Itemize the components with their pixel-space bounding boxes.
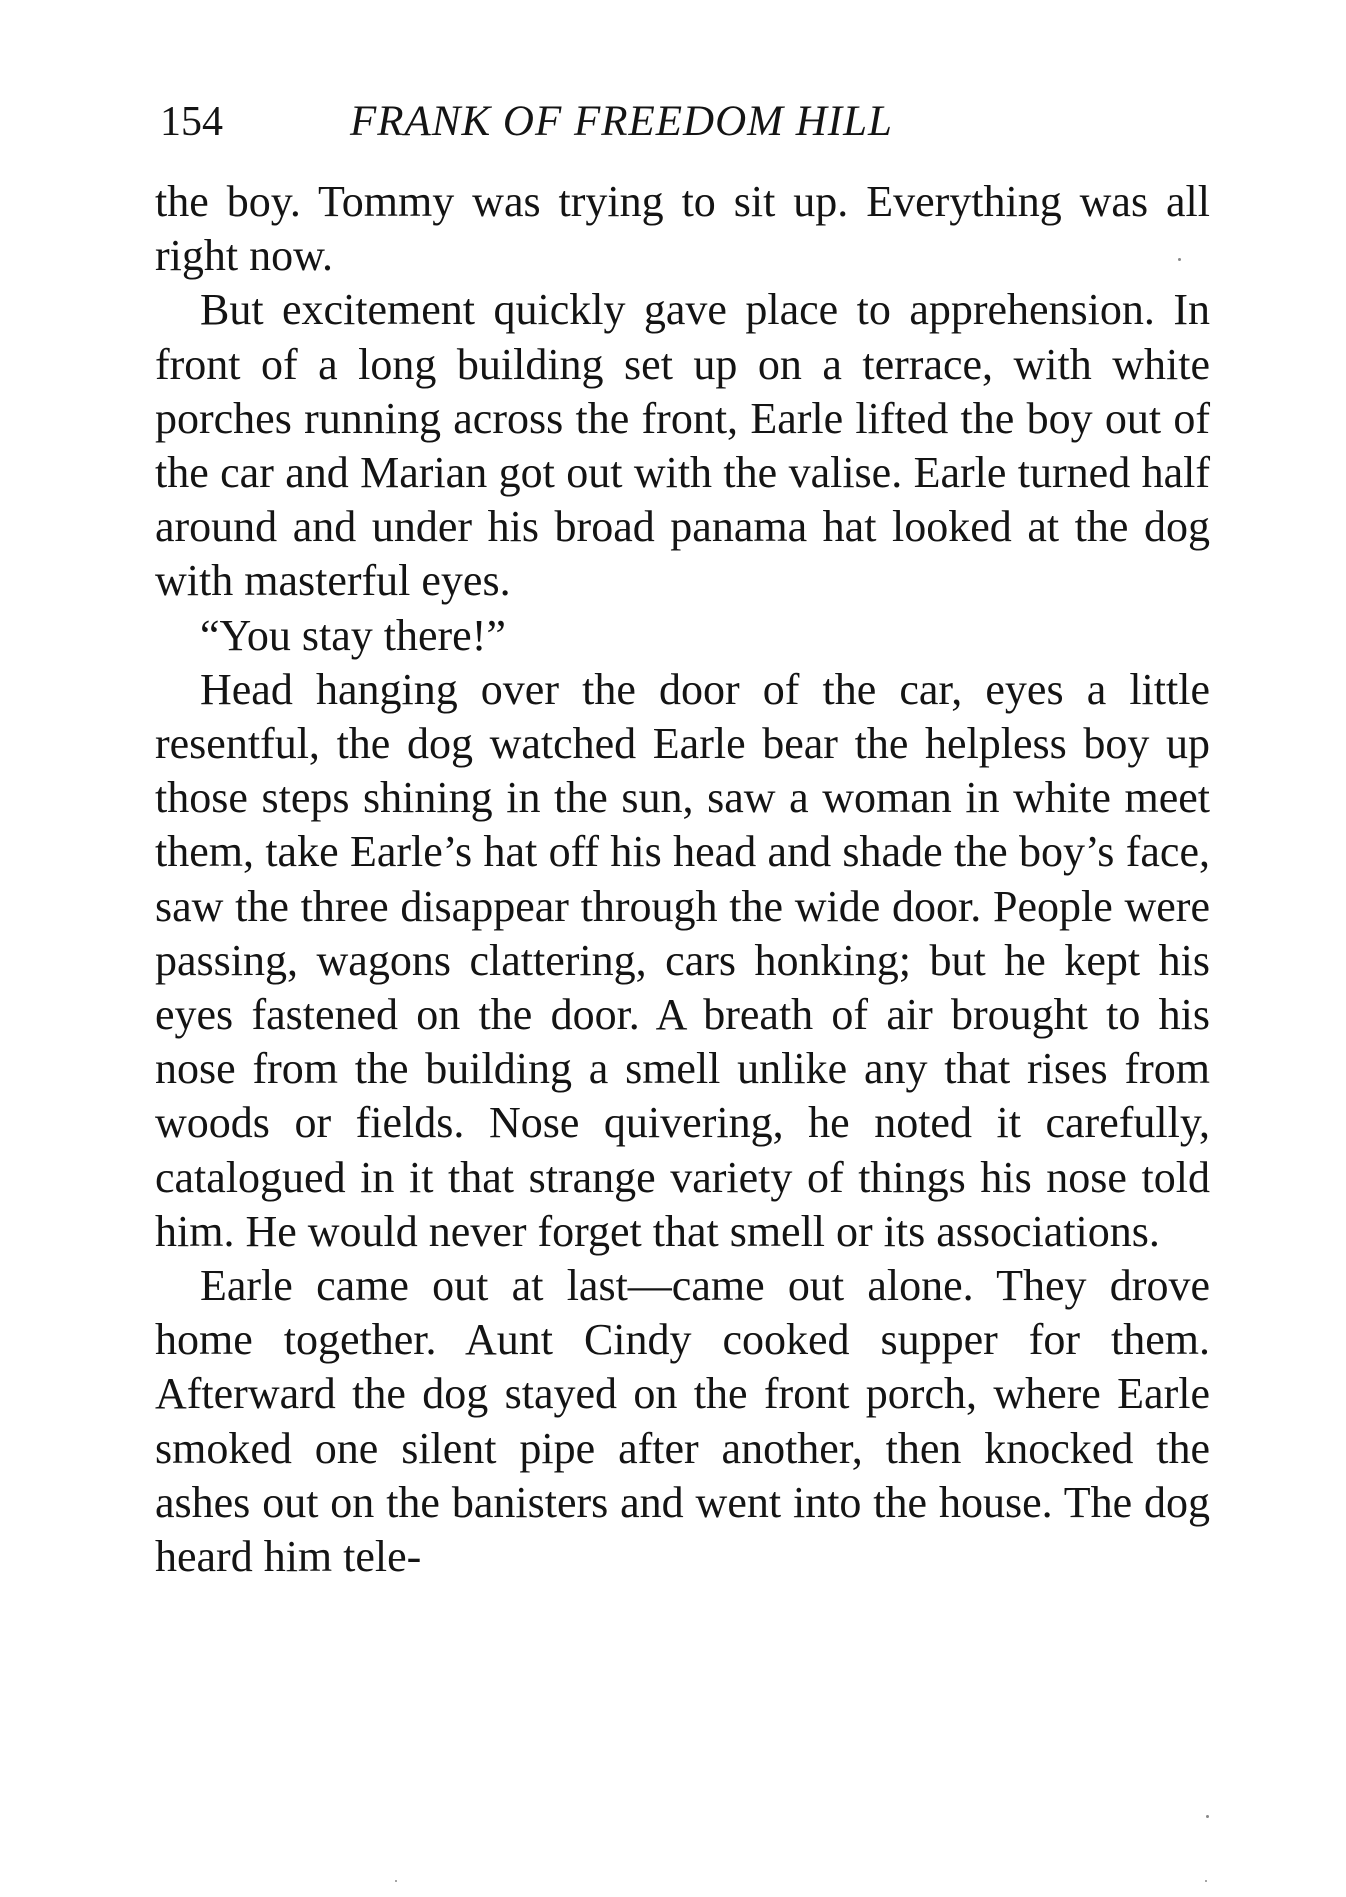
scan-speck [1178, 258, 1181, 261]
paragraph: Head hanging over the door of the car, eyes a little resentful, the dog watched Earle bear the helpless boy up those steps shining in the sun, saw a woman in white meet them, take Earle’s hat off his head and shade the boy’s face, saw the three disappear through the wide door. People were passing, wagons clattering, cars honking; but he kept his eyes fastened on the door. A breath of air brought to his nose from the building a smell unlike any that rises from woods or fields. Nose quivering, he noted it carefully, catalogued in it that strange variety of things his nose told him. He would never forget that smell or its associations. [155, 664, 1210, 1256]
page-header [160, 92, 1220, 152]
scan-speck [395, 1880, 397, 1882]
paragraph: Earle came out at last—came out alone. They drove home together. Aunt Cindy cooked supper for them. Afterward the dog stayed on the front porch, where Earle smoked one silent pipe after another, then knocked the ashes out on the banisters and went into the house. The dog heard him tele- [155, 1261, 1210, 1582]
scan-speck [1206, 1815, 1209, 1818]
body-text [155, 175, 1210, 1584]
paragraph: But excitement quickly gave place to apprehension. In front of a long building set up on a terrace, with white porches running across the front, Earle lifted the boy out of the car and Marian got out with the valise. Earle turned half around and under his broad panama hat looked at the dog with masterful eyes. [155, 285, 1210, 606]
scan-speck [1205, 1880, 1207, 1882]
running-title: FRANK OF FREEDOM HILL [350, 98, 893, 145]
page-number: 154 [160, 99, 223, 145]
paragraph-continuation: the boy. Tommy was trying to sit up. Everything was all right now. [155, 177, 1210, 281]
paragraph-dialogue: “You stay there!” [200, 610, 506, 660]
